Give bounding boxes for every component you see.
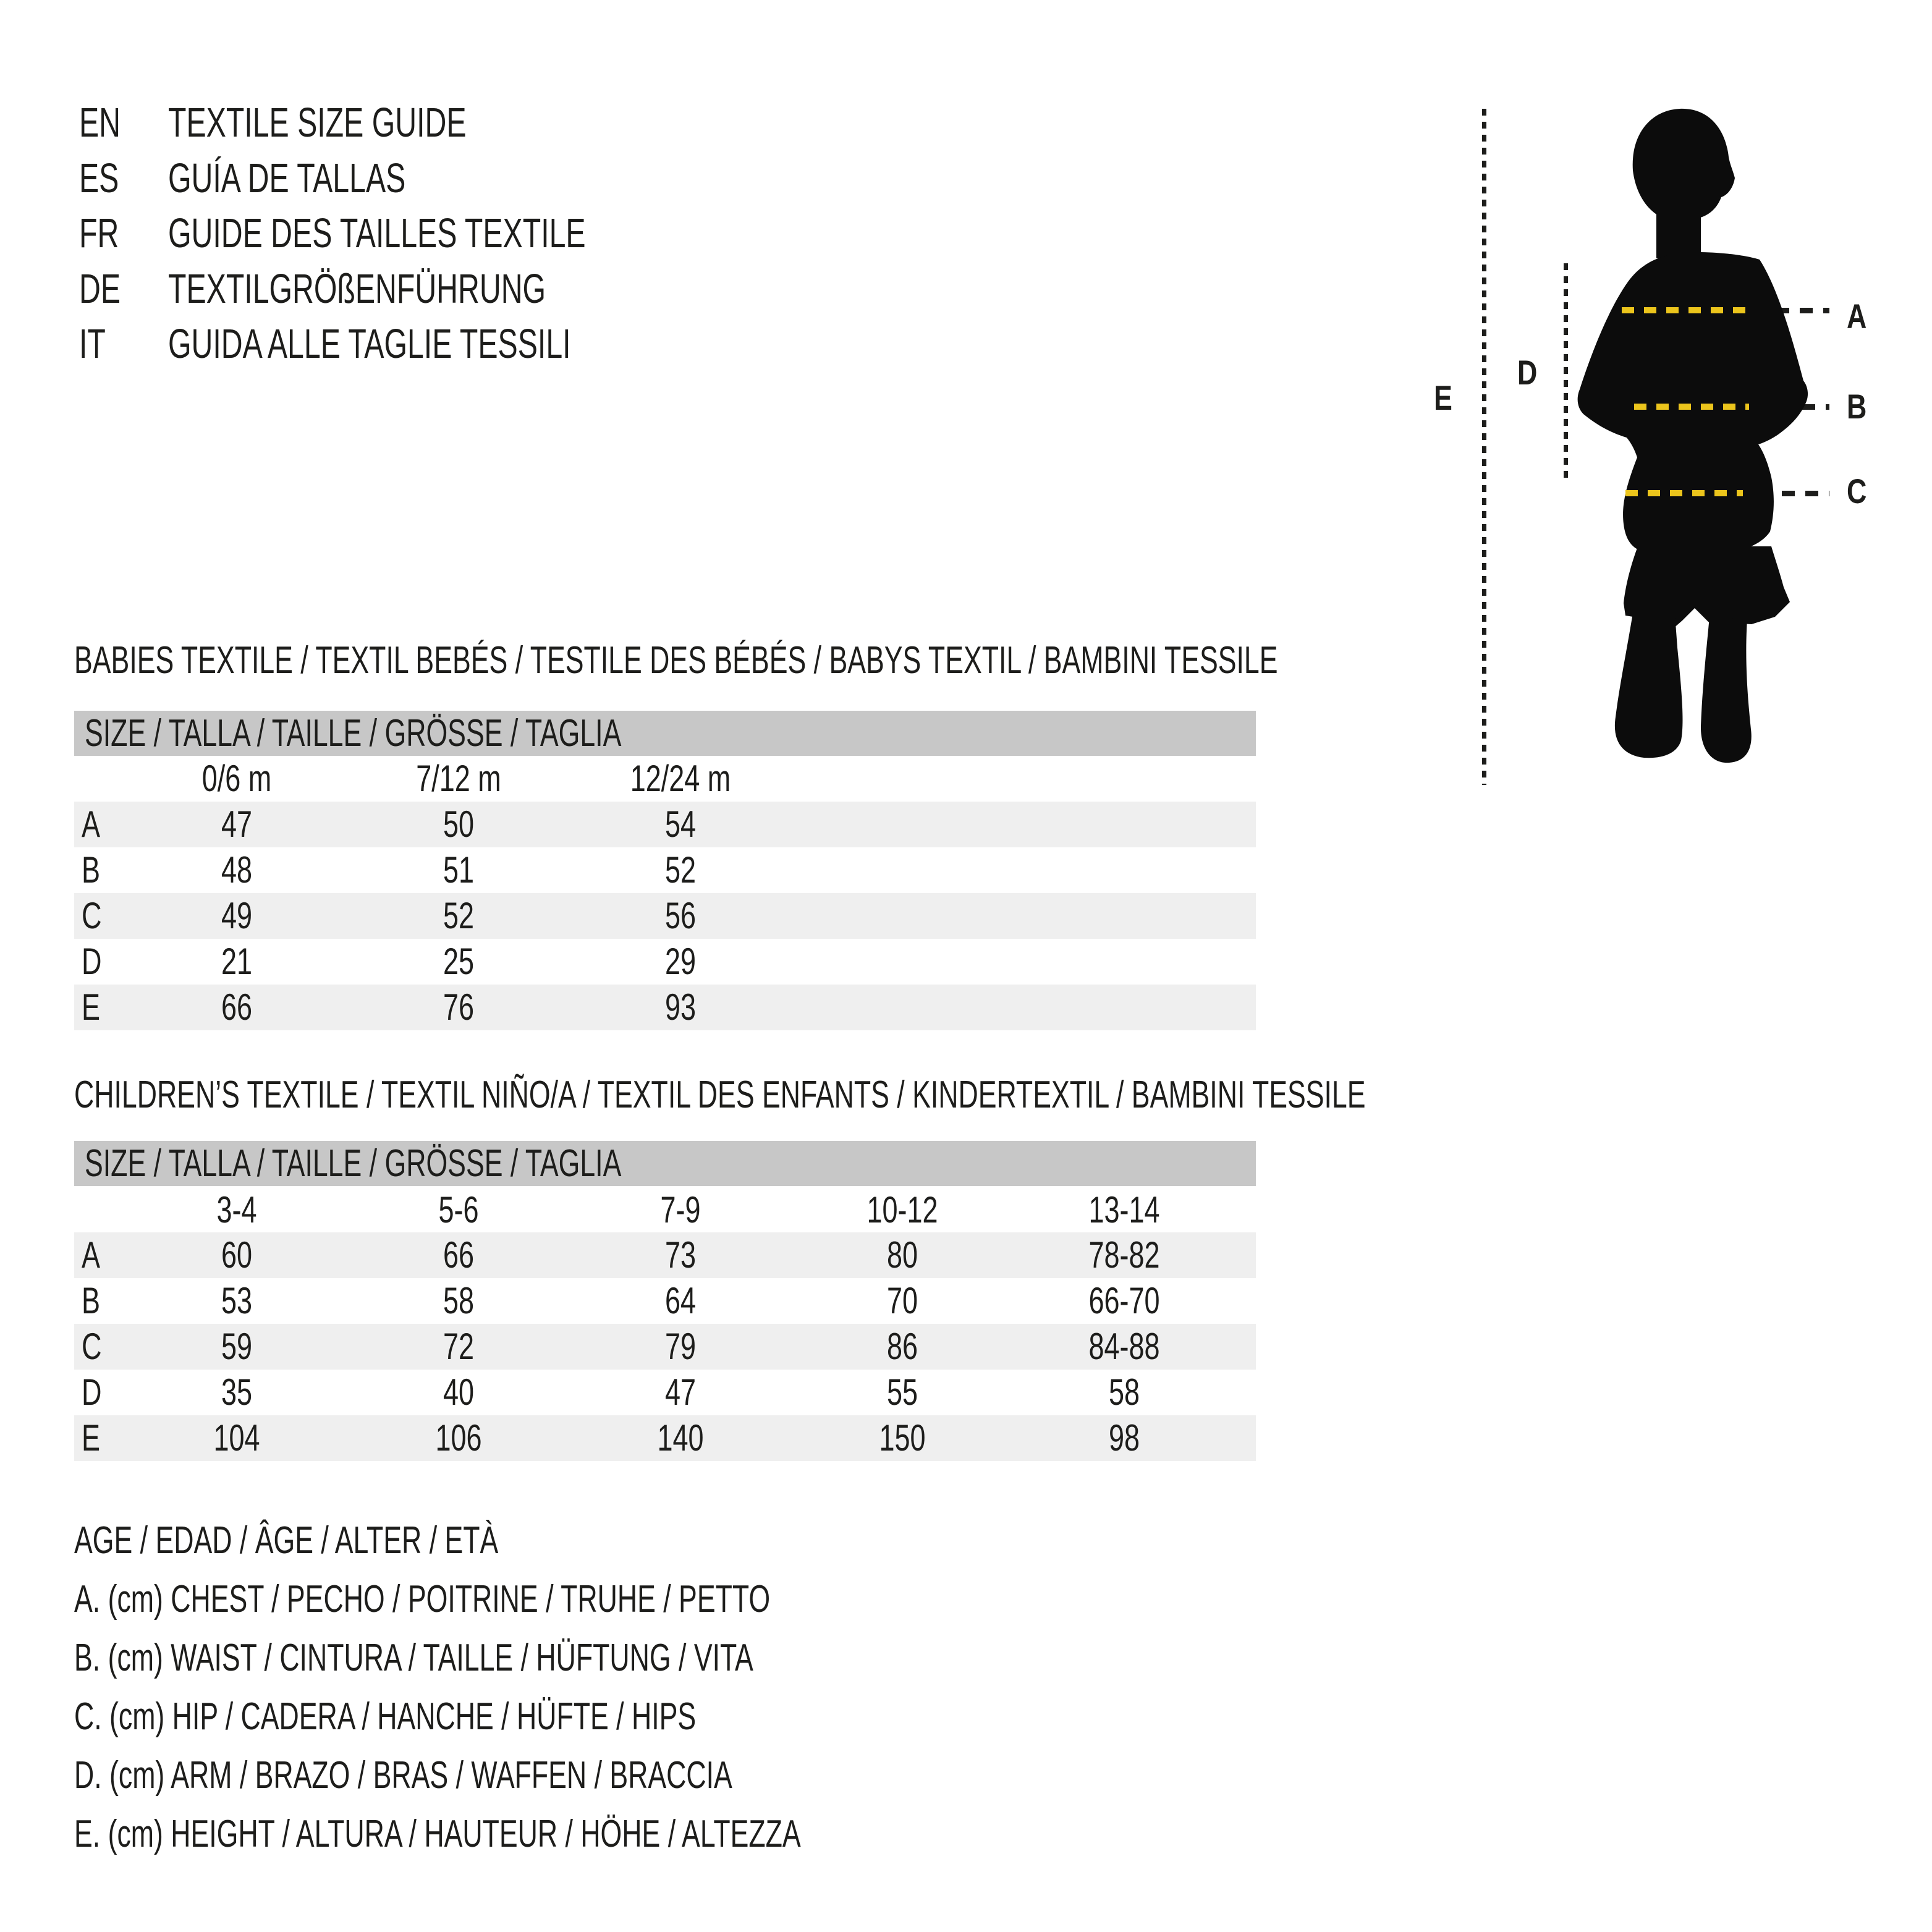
height-measure-dotted-line: [1482, 109, 1486, 785]
table-cell: 93: [664, 986, 697, 1028]
table-cell: 150: [879, 1417, 926, 1459]
chest-dash-line-yellow: [1622, 307, 1748, 313]
table-cell: 29: [664, 941, 697, 982]
silhouette-head: [1633, 109, 1735, 218]
table-cell: 48: [221, 849, 253, 891]
hip-label: C: [1847, 472, 1867, 511]
babies-column-header: 0/6 m: [201, 758, 272, 799]
table-cell: 51: [443, 849, 475, 891]
height-label: E: [1434, 378, 1452, 417]
table-cell: 76: [443, 986, 475, 1028]
row-label: C: [82, 895, 102, 936]
language-title-it: GUIDA ALLE TAGLIE TESSILI: [168, 321, 571, 367]
table-cell: 54: [664, 803, 697, 845]
table-cell: 66-70: [1088, 1280, 1160, 1321]
row-label: E: [82, 1417, 101, 1459]
silhouette-neck: [1656, 209, 1701, 258]
silhouette-left-leg: [1615, 613, 1683, 758]
children-column-header: 13-14: [1088, 1189, 1160, 1231]
table-cell: 52: [443, 895, 475, 936]
table-cell: 64: [664, 1280, 697, 1321]
arm-measure-dotted-line: [1564, 263, 1568, 481]
table-cell: 21: [221, 941, 253, 982]
table-cell: 86: [886, 1326, 918, 1367]
table-cell: 49: [221, 895, 253, 936]
table-cell: 58: [1108, 1371, 1140, 1413]
child-silhouette-figure: [1570, 104, 1817, 786]
table-cell: 25: [443, 941, 475, 982]
table-cell: 66: [443, 1234, 475, 1276]
table-cell: 72: [443, 1326, 475, 1367]
children-table-title: CHILDREN’S TEXTILE / TEXTIL NIÑO/A / TEXTIL DES ENFANTS / KINDERTEXTIL / BAMBINI TESSILE: [74, 1074, 1366, 1116]
table-cell: 35: [221, 1371, 253, 1413]
language-title-fr: GUIDE DES TAILLES TEXTILE: [168, 210, 586, 256]
arm-label: D: [1517, 353, 1538, 392]
chest-label: A: [1847, 297, 1867, 336]
row-label: A: [82, 1234, 101, 1276]
table-cell: 53: [221, 1280, 253, 1321]
language-code-es: ES: [79, 155, 119, 201]
table-cell: 56: [664, 895, 697, 936]
table-cell: 47: [221, 803, 253, 845]
table-cell: 106: [435, 1417, 482, 1459]
table-cell: 98: [1108, 1417, 1140, 1459]
table-cell: 140: [657, 1417, 704, 1459]
row-label: A: [82, 803, 101, 845]
legend-line-chest: A. (cm) CHEST / PECHO / POITRINE / TRUHE / PETTO: [74, 1578, 771, 1621]
table-cell: 58: [443, 1280, 475, 1321]
language-code-de: DE: [79, 266, 121, 312]
table-cell: 70: [886, 1280, 918, 1321]
language-title-es: GUÍA DE TALLAS: [168, 155, 406, 201]
table-cell: 78-82: [1088, 1234, 1160, 1276]
row-label: B: [82, 849, 101, 891]
children-column-header: 3-4: [216, 1189, 257, 1231]
legend-line-waist: B. (cm) WAIST / CINTURA / TAILLE / HÜFTUNG / VITA: [74, 1637, 753, 1679]
row-label: D: [82, 941, 102, 982]
babies-size-header: SIZE / TALLA / TAILLE / GRÖSSE / TAGLIA: [85, 712, 622, 755]
children-size-header: SIZE / TALLA / TAILLE / GRÖSSE / TAGLIA: [85, 1142, 622, 1185]
table-cell: 47: [664, 1371, 697, 1413]
row-label: C: [82, 1326, 102, 1367]
table-cell: 66: [221, 986, 253, 1028]
waist-label: B: [1847, 387, 1867, 426]
table-cell: 84-88: [1088, 1326, 1160, 1367]
legend-line-hip: C. (cm) HIP / CADERA / HANCHE / HÜFTE / HIPS: [74, 1695, 697, 1738]
table-cell: 52: [664, 849, 697, 891]
legend-line-height: E. (cm) HEIGHT / ALTURA / HAUTEUR / HÖHE / ALTEZZA: [74, 1813, 801, 1855]
legend-line-age: AGE / EDAD / ÂGE / ALTER / ETÀ: [74, 1519, 499, 1562]
row-label: D: [82, 1371, 102, 1413]
language-title-en: TEXTILE SIZE GUIDE: [168, 100, 467, 146]
hip-dash-line-yellow: [1625, 490, 1743, 496]
silhouette-right-leg: [1701, 617, 1752, 763]
table-cell: 40: [443, 1371, 475, 1413]
children-column-header: 5-6: [438, 1189, 479, 1231]
table-cell: 59: [221, 1326, 253, 1367]
waist-dash-line-yellow: [1634, 404, 1749, 410]
babies-column-header: 12/24 m: [630, 758, 731, 799]
children-column-header: 10-12: [866, 1189, 938, 1231]
table-cell: 80: [886, 1234, 918, 1276]
table-cell: 60: [221, 1234, 253, 1276]
language-code-fr: FR: [79, 210, 119, 256]
babies-table-title: BABIES TEXTILE / TEXTIL BEBÉS / TESTILE DES BÉBÉS / BABYS TEXTIL / BAMBINI TESSILE: [74, 639, 1278, 682]
row-label: B: [82, 1280, 101, 1321]
table-cell: 50: [443, 803, 475, 845]
row-label: E: [82, 986, 101, 1028]
legend-line-arm: D. (cm) ARM / BRAZO / BRAS / WAFFEN / BRACCIA: [74, 1754, 732, 1797]
table-cell: 104: [213, 1417, 260, 1459]
children-column-header: 7-9: [660, 1189, 701, 1231]
language-title-de: TEXTILGRÖßENFÜHRUNG: [168, 266, 546, 312]
table-cell: 73: [664, 1234, 697, 1276]
language-code-en: EN: [79, 100, 121, 146]
table-cell: 79: [664, 1326, 697, 1367]
table-cell: 55: [886, 1371, 918, 1413]
babies-column-header: 7/12 m: [416, 758, 501, 799]
language-code-it: IT: [79, 321, 106, 367]
